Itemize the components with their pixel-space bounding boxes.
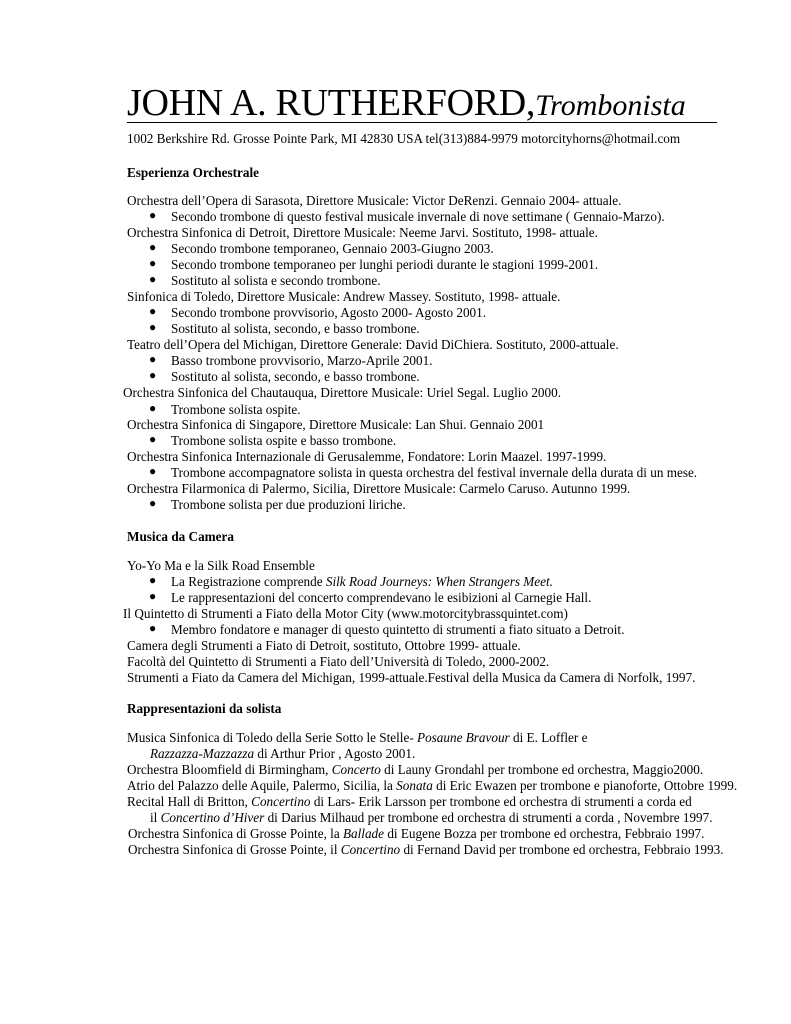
bullet-text: Sostituto al solista, secondo, e basso trombone.: [171, 321, 420, 336]
bullet-text: La Registrazione comprende: [171, 574, 326, 589]
bullet-item: [149, 589, 592, 605]
entry-line: [127, 730, 587, 745]
work-title: Ballade: [342, 826, 385, 841]
work-title: Concertino d’Hiver: [160, 810, 265, 825]
bullet-item: [149, 304, 487, 320]
bullet-text: Secondo trombone di questo festival musicale invernale di nove settimane ( Gennaio-Marzo).: [171, 209, 665, 224]
bullet-icon: ●: [149, 240, 157, 254]
bullet-item: [149, 621, 625, 637]
contact-info: 1002 Berkshire Rd. Grosse Pointe Park, MI 42830 USA tel(313)884-9979 motorcityhorns@hotmail.com: [127, 131, 681, 146]
bullet-icon: ●: [149, 368, 157, 382]
work-title: Sonata: [396, 778, 433, 793]
bullet-item: [149, 573, 553, 589]
entry-line: Orchestra Sinfonica del Chautauqua, Direttore Musicale: Uriel Segal. Luglio 2000.: [123, 385, 561, 400]
bullet-icon: ●: [149, 272, 157, 286]
entry-line: Orchestra Filarmonica di Palermo, Sicilia, Direttore Musicale: Carmelo Caruso. Autunno 1999.: [127, 481, 631, 496]
bullet-icon: ●: [149, 573, 157, 587]
entry-text: di Darius Milhaud per trombone ed orchestra di strumenti a corda , Novembre 1997.: [264, 810, 713, 825]
entry-text: di Eric Ewazen per trombone e pianoforte, Ottobre 1999.: [432, 778, 738, 793]
bullet-icon: ●: [149, 621, 157, 635]
bullet-item: [149, 368, 420, 384]
entry-text: Atrio del Palazzo delle Aquile, Palermo, Sicilia, la: [127, 778, 397, 793]
bullet-text: Membro fondatore e manager di questo quintetto di strumenti a fiato situato a Detroit.: [171, 622, 625, 637]
bullet-item: [149, 496, 406, 512]
entry-text: Orchestra Sinfonica di Grosse Pointe, la: [128, 826, 343, 841]
entry-line: [127, 794, 692, 809]
entry-line: Orchestra Sinfonica di Singapore, Direttore Musicale: Lan Shui. Gennaio 2001: [127, 417, 545, 432]
bullet-item: [149, 256, 599, 272]
entry-text: il: [150, 810, 161, 825]
entry-line: [128, 826, 704, 841]
bullet-icon: ●: [149, 589, 157, 603]
bullet-icon: ●: [149, 320, 157, 334]
entry-line: [127, 762, 703, 777]
section-heading-chamber: Musica da Camera: [127, 529, 234, 544]
entry-line: [127, 778, 737, 793]
bullet-item: [149, 272, 381, 288]
entry-text: di Eugene Bozza per trombone ed orchestra, Febbraio 1997.: [384, 826, 705, 841]
bullet-text: Le rappresentazioni del concerto comprendevano le esibizioni al Carnegie Hall.: [171, 590, 592, 605]
entry-line: Yo-Yo Ma e la Silk Road Ensemble: [127, 558, 315, 573]
entry-line: Sinfonica di Toledo, Direttore Musicale: Andrew Massey. Sostituto, 1998- attuale.: [127, 289, 561, 304]
bullet-icon: ●: [149, 432, 157, 446]
work-title: Concertino: [251, 794, 311, 809]
bullet-item: [149, 464, 698, 480]
entry-line: Camera degli Strumenti a Fiato di Detroit, sostituto, Ottobre 1999- attuale.: [127, 638, 521, 653]
bullet-icon: ●: [149, 256, 157, 270]
entry-text: Orchestra Sinfonica di Grosse Pointe, il: [128, 842, 341, 857]
entry-text: di Arthur Prior , Agosto 2001.: [254, 746, 416, 761]
bullet-text: Trombone solista ospite.: [171, 402, 301, 417]
work-title: Concerto: [331, 762, 381, 777]
entry-line: Teatro dell’Opera del Michigan, Direttore Generale: David DiChiera. Sostituto, 2000-attuale.: [127, 337, 619, 352]
entry-text: Musica Sinfonica di Toledo della Serie Sotto le Stelle-: [127, 730, 418, 745]
bullet-item: [149, 432, 397, 448]
bullet-text: Trombone solista ospite e basso trombone.: [171, 433, 397, 448]
section-heading-orchestral: Esperienza Orchestrale: [127, 165, 259, 180]
work-title: Razzazza-Mazzazza: [150, 746, 255, 761]
bullet-text: Secondo trombone provvisorio, Agosto 2000- Agosto 2001.: [171, 305, 487, 320]
bullet-icon: ●: [149, 401, 157, 415]
name-header: [127, 84, 717, 123]
entry-text: di Fernand David per trombone ed orchestra, Febbraio 1993.: [400, 842, 724, 857]
work-title: Concertino: [340, 842, 401, 857]
bullet-text: Sostituto al solista, secondo, e basso trombone.: [171, 369, 420, 384]
entry-line: Il Quintetto di Strumenti a Fiato della Motor City (www.motorcitybrassquintet.com): [123, 606, 568, 621]
entry-line: Orchestra Sinfonica Internazionale di Gerusalemme, Fondatore: Lorin Maazel. 1997-1999.: [127, 449, 607, 464]
work-title: Posaune Bravour: [417, 730, 510, 745]
entry-text: di Launy Grondahl per trombone ed orchestra, Maggio2000.: [380, 762, 704, 777]
bullet-item: [149, 352, 433, 368]
entry-line: Strumenti a Fiato da Camera del Michigan, 1999-attuale.Festival della Musica da Camera di Norfolk, 1997.: [127, 670, 696, 685]
person-name: JOHN A. RUTHERFORD,: [127, 82, 536, 124]
entry-line: Orchestra dell’Opera di Sarasota, Direttore Musicale: Victor DeRenzi. Gennaio 2004- attuale.: [127, 193, 622, 208]
bullet-icon: ●: [149, 464, 157, 478]
bullet-icon: ●: [149, 352, 157, 366]
entry-line: [128, 842, 724, 857]
bullet-text: Sostituto al solista e secondo trombone.: [171, 273, 381, 288]
profession-title: Trombonista: [535, 89, 686, 122]
entry-line: [150, 810, 713, 825]
bullet-icon: ●: [149, 304, 157, 318]
entry-line: [150, 746, 415, 761]
bullet-item: [149, 208, 665, 224]
entry-text: Orchestra Bloomfield di Birmingham,: [127, 762, 332, 777]
bullet-text: Secondo trombone temporaneo, Gennaio 2003-Giugno 2003.: [171, 241, 494, 256]
bullet-item: [149, 240, 494, 256]
bullet-item: [149, 401, 301, 417]
entry-line: Facoltà del Quintetto di Strumenti a Fiato dell’Università di Toledo, 2000-2002.: [127, 654, 550, 669]
bullet-text: Trombone solista per due produzioni liriche.: [171, 497, 406, 512]
entry-line: Orchestra Sinfonica di Detroit, Direttore Musicale: Neeme Jarvi. Sostituto, 1998- attuale.: [127, 225, 598, 240]
bullet-icon: ●: [149, 208, 157, 222]
bullet-icon: ●: [149, 496, 157, 510]
bullet-text: Secondo trombone temporaneo per lunghi periodi durante le stagioni 1999-2001.: [171, 257, 599, 272]
recording-title: Silk Road Journeys: When Strangers Meet.: [325, 574, 553, 589]
entry-text: Recital Hall di Britton,: [127, 794, 252, 809]
bullet-item: [149, 320, 420, 336]
section-heading-solo: Rappresentazioni da solista: [127, 701, 282, 716]
entry-text: di E. Loffler e: [509, 730, 588, 745]
entry-text: di Lars- Erik Larsson per trombone ed orchestra di strumenti a corda ed: [310, 794, 692, 809]
bullet-text: Trombone accompagnatore solista in questa orchestra del festival invernale della durata di un mese.: [171, 465, 698, 480]
bullet-text: Basso trombone provvisorio, Marzo-Aprile 2001.: [171, 353, 433, 368]
